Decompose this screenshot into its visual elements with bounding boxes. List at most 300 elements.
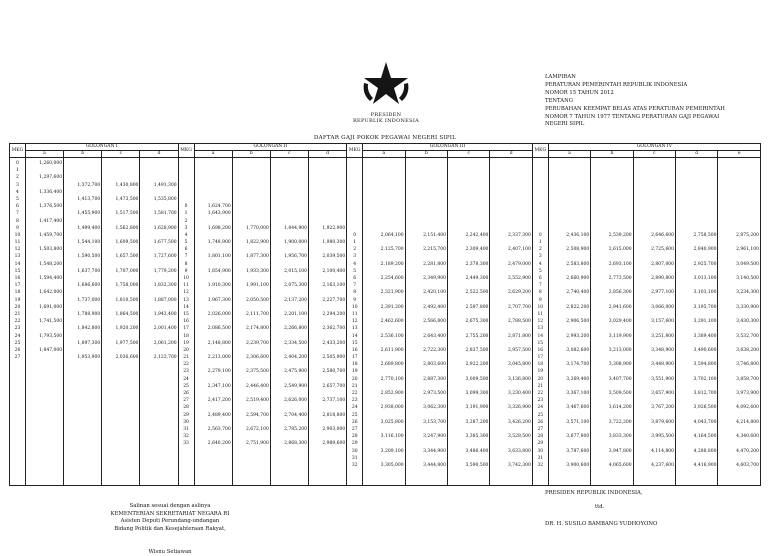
salary-value — [310, 376, 345, 383]
mkg-value: 4 — [538, 261, 542, 267]
salary-value: 1,691,000 — [39, 304, 63, 310]
mkg-value: 3 — [16, 182, 19, 188]
mkg-value: 22 — [537, 391, 544, 396]
salary-value: 2,737,100 — [322, 398, 346, 404]
salary-value — [592, 354, 631, 361]
salary-value — [65, 189, 100, 196]
mkg-value: 13 — [351, 326, 358, 332]
mkg-value — [534, 210, 547, 217]
salary-value — [592, 182, 631, 189]
mkg-value: 10 — [14, 232, 21, 238]
salary-value — [407, 160, 446, 167]
mkg-value: 30 — [351, 448, 358, 454]
salary-value — [310, 167, 345, 174]
salary-value — [491, 268, 530, 275]
salary-value — [550, 182, 589, 189]
salary-value: 1,779,200 — [153, 268, 177, 274]
mkg-column — [347, 158, 363, 486]
salary-value — [234, 419, 269, 426]
salary-value: 3,486,400 — [465, 448, 489, 454]
salary-value — [719, 196, 759, 203]
mkg-value: 16 — [537, 347, 544, 353]
salary-value — [364, 368, 403, 375]
mkg-value: 18 — [537, 362, 544, 368]
column-header: b — [232, 151, 270, 158]
salary-value — [196, 189, 231, 196]
mkg-value: 23 — [537, 398, 544, 404]
mkg-value — [180, 182, 193, 189]
salary-value — [635, 203, 674, 210]
mkg-value: 9 — [184, 268, 188, 274]
salary-value — [310, 218, 345, 225]
salary-value: 2,722,300 — [423, 347, 446, 353]
salary-value — [491, 253, 530, 260]
salary-value — [234, 404, 269, 411]
salary-value — [407, 440, 446, 447]
salary-value: 2,941,600 — [608, 304, 632, 310]
salary-value: 3,029,400 — [608, 319, 632, 325]
salary-value: 2,837,500 — [465, 347, 489, 353]
column-header: c — [102, 151, 140, 158]
salary-value: 2,903,000 — [322, 426, 346, 432]
salary-column — [309, 158, 347, 486]
salary-value: 1,698,200 — [207, 225, 231, 231]
salary-value: 3,099,300 — [465, 391, 489, 396]
mkg-value — [180, 160, 193, 167]
salary-value — [407, 383, 446, 390]
salary-value: 2,646,600 — [651, 232, 675, 238]
salary-value: 3,330,900 — [736, 304, 759, 310]
president-title: PRESIDEN REPUBLIK INDONESIA, — [545, 490, 643, 496]
salary-value — [491, 189, 530, 196]
salary-value: 2,957,500 — [507, 347, 531, 353]
salary-value: 2,875,200 — [736, 232, 759, 238]
salary-value — [635, 368, 674, 375]
salary-value: 3,367,100 — [566, 391, 590, 396]
president-signature-block — [545, 490, 658, 527]
salary-value: 2,378,300 — [465, 261, 489, 267]
mkg-value — [534, 160, 547, 167]
salary-value — [364, 218, 403, 225]
salary-value — [719, 182, 759, 189]
salary-value — [491, 210, 530, 217]
mkg-value: 31 — [183, 426, 189, 432]
salary-column — [25, 158, 63, 486]
salary-value: 2,868,300 — [284, 441, 308, 447]
emblem-caption-president: PRESIDEN — [370, 112, 402, 118]
salary-value: 2,391,200 — [380, 304, 404, 310]
salary-value: 3,009,500 — [465, 376, 489, 382]
salary-value — [310, 210, 345, 217]
mkg-value: 16 — [351, 347, 358, 353]
mkg-value: 25 — [14, 340, 21, 346]
salary-value — [592, 311, 631, 318]
salary-value — [65, 289, 100, 296]
mkg-value: 26 — [537, 419, 544, 425]
mkg-value: 4 — [16, 189, 19, 195]
certified-line: Bidang Politik dan Kesejahteraan Rakyat, — [114, 525, 226, 532]
salary-value — [635, 167, 674, 174]
salary-value — [364, 225, 403, 232]
salary-value: 3,191,900 — [465, 405, 489, 411]
salary-value: 2,519,400 — [245, 398, 269, 404]
salary-value — [635, 196, 674, 203]
mkg-value: 13 — [14, 254, 21, 260]
salary-value — [196, 361, 231, 368]
salary-value: 2,404,200 — [284, 355, 308, 361]
salary-value — [196, 390, 231, 397]
salary-value: 2,922,200 — [465, 362, 489, 368]
mkg-value: 21 — [351, 383, 358, 389]
salary-value — [141, 174, 176, 181]
salary-value: 1,686,600 — [77, 283, 101, 289]
salary-value — [677, 189, 716, 196]
salary-value — [407, 210, 446, 217]
mkg-value: 32 — [537, 462, 544, 468]
salary-value — [491, 397, 530, 404]
mkg-value — [348, 182, 361, 189]
salary-value — [272, 289, 307, 296]
salary-value: 4,603,700 — [736, 462, 759, 468]
salary-value: 2,707,700 — [507, 304, 531, 310]
salary-value: 3,638,200 — [736, 347, 759, 353]
salary-value — [27, 196, 62, 203]
salary-value — [677, 311, 716, 318]
salary-value — [550, 397, 589, 404]
salary-value — [719, 225, 759, 232]
salary-value: 2,594,700 — [245, 412, 269, 418]
salary-value — [272, 261, 307, 268]
salary-value — [272, 275, 307, 282]
salary-value — [592, 368, 631, 375]
mkg-header: MKG — [10, 144, 26, 158]
mkg-value: 7 — [353, 283, 357, 289]
mkg-value: 3 — [353, 254, 357, 260]
salary-value — [592, 174, 631, 181]
salary-column — [448, 158, 490, 486]
mkg-value: 8 — [353, 290, 357, 296]
salary-value — [719, 383, 759, 390]
mkg-value: 0 — [538, 232, 542, 238]
mkg-value: 4 — [353, 261, 357, 267]
salary-value — [103, 289, 138, 296]
salary-value — [27, 340, 62, 347]
salary-value — [491, 354, 530, 361]
salary-value — [272, 390, 307, 397]
salary-value — [141, 232, 176, 239]
salary-value — [491, 218, 530, 225]
salary-value: 2,803,600 — [423, 362, 446, 368]
salary-value — [103, 347, 138, 354]
salary-value — [592, 455, 631, 462]
salary-value — [592, 189, 631, 196]
column-header: e — [718, 151, 761, 158]
salary-value: 1,844,900 — [284, 225, 308, 231]
salary-value: 3,025,800 — [380, 419, 404, 425]
salary-value: 2,552,900 — [507, 276, 531, 281]
salary-value: 3,614,200 — [608, 405, 632, 411]
salary-value — [407, 311, 446, 318]
salary-value: 2,822,200 — [566, 304, 590, 310]
salary-value — [449, 174, 488, 181]
salary-value: 3,234,300 — [736, 290, 759, 296]
salary-value — [677, 174, 716, 181]
mkg-value: 31 — [351, 455, 358, 461]
salary-value — [449, 218, 488, 225]
salary-value: 2,887,300 — [423, 376, 446, 382]
salary-value — [550, 253, 589, 260]
salary-value — [196, 433, 231, 440]
salary-value — [364, 297, 403, 304]
mkg-value: 10 — [351, 304, 358, 310]
salary-value — [407, 455, 446, 462]
salary-value — [272, 333, 307, 340]
mkg-value: 27 — [537, 426, 544, 432]
salary-value — [719, 253, 759, 260]
salary-value — [677, 282, 716, 289]
salary-value — [27, 225, 62, 232]
salary-value: 2,611,900 — [380, 347, 404, 353]
salary-value: 3,013,100 — [693, 276, 717, 281]
mkg-value: 19 — [183, 340, 189, 346]
salary-value — [65, 333, 100, 340]
salary-value — [364, 397, 403, 404]
salary-value — [27, 239, 62, 246]
salary-value — [310, 246, 345, 253]
salary-value — [196, 347, 231, 354]
salary-value — [491, 325, 530, 332]
salary-column — [64, 158, 102, 486]
salary-value — [635, 412, 674, 419]
salary-value — [234, 361, 269, 368]
mkg-value: 27 — [351, 426, 358, 432]
salary-table — [9, 143, 761, 486]
salary-value — [407, 218, 446, 225]
mkg-value — [180, 174, 193, 181]
salary-value: 2,740,400 — [566, 290, 590, 296]
signed-mark: ttd. — [595, 504, 605, 510]
mkg-column — [10, 158, 26, 486]
salary-value — [677, 210, 716, 217]
salary-value — [592, 325, 631, 332]
salary-value — [141, 189, 176, 196]
salary-value: 1,372,700 — [77, 182, 101, 188]
salary-value — [677, 368, 716, 375]
mkg-value: 16 — [183, 319, 189, 325]
salary-value: 2,281,800 — [423, 261, 446, 267]
salary-value — [635, 268, 674, 275]
salary-value: 1,900,000 — [284, 240, 308, 246]
salary-value: 2,061,200 — [153, 340, 177, 346]
salary-value: 1,977,500 — [115, 340, 139, 346]
salary-value — [27, 268, 62, 275]
salary-value — [677, 203, 716, 210]
salary-value: 1,590,500 — [77, 254, 101, 260]
salary-value — [407, 196, 446, 203]
salary-value — [449, 412, 488, 419]
salary-value — [272, 210, 307, 217]
salary-value — [550, 311, 589, 318]
salary-value: 4,416,900 — [693, 462, 717, 468]
salary-value — [272, 419, 307, 426]
salary-value: 2,242,400 — [465, 232, 489, 238]
salary-value: 2,536,100 — [380, 333, 404, 339]
salary-value — [677, 239, 716, 246]
salary-value: 3,174,700 — [566, 362, 590, 368]
salary-value: 3,348,900 — [651, 347, 675, 353]
mkg-header: MKG — [532, 144, 548, 158]
salary-value — [592, 412, 631, 419]
salary-column — [405, 158, 447, 486]
salary-value — [719, 210, 759, 217]
table-body-row — [10, 158, 761, 486]
salary-value: 1,980,300 — [322, 240, 346, 246]
salary-value — [141, 347, 176, 354]
salary-value — [719, 440, 759, 447]
salary-value: 2,818,800 — [322, 412, 346, 418]
salary-value: 1,417,400 — [39, 218, 63, 224]
salary-value: 3,812,700 — [693, 391, 717, 396]
salary-value — [103, 189, 138, 196]
mkg-value: 22 — [14, 319, 21, 325]
salary-value — [234, 376, 269, 383]
mkg-value: 21 — [537, 383, 544, 389]
mkg-value: 14 — [537, 333, 544, 339]
salary-value — [65, 232, 100, 239]
salary-value: 3,066,000 — [651, 304, 675, 310]
salary-value — [364, 253, 403, 260]
salary-value: 3,251,800 — [651, 333, 675, 339]
salary-value: 1,842,800 — [77, 326, 101, 332]
salary-value — [719, 426, 759, 433]
salary-value: 1,562,800 — [115, 225, 139, 231]
lampiran-line: LAMPIRAN — [545, 74, 576, 80]
salary-value — [364, 354, 403, 361]
salary-value — [719, 174, 759, 181]
salary-value: 1,822,900 — [245, 240, 269, 246]
salary-value: 2,362,700 — [322, 326, 346, 332]
mkg-value: 24 — [351, 405, 358, 411]
salary-value — [196, 318, 231, 325]
salary-value: 3,103,100 — [693, 290, 717, 296]
mkg-value: 11 — [14, 240, 21, 246]
salary-value: 2,227,700 — [322, 297, 346, 303]
salary-value — [364, 383, 403, 390]
salary-value: 4,114,800 — [651, 448, 675, 454]
mkg-value: 23 — [14, 326, 21, 332]
salary-value — [449, 297, 488, 304]
column-header: c — [448, 151, 490, 158]
salary-value — [592, 210, 631, 217]
salary-value: 1,727,600 — [153, 254, 177, 260]
salary-value — [272, 160, 307, 167]
lampiran-line: PERATURAN PEMERINTAH REPUBLIK INDONESIA — [545, 81, 688, 88]
salary-value: 2,417,200 — [207, 398, 231, 404]
salary-value: 2,111,700 — [245, 311, 269, 317]
mkg-value: 33 — [183, 441, 189, 447]
salary-value — [407, 268, 446, 275]
salary-value — [407, 253, 446, 260]
mkg-value: 23 — [351, 398, 358, 404]
salary-value — [550, 196, 589, 203]
mkg-value — [348, 174, 361, 181]
mkg-value: 19 — [351, 369, 358, 375]
salary-value: 1,430,800 — [115, 182, 139, 188]
salary-value — [407, 368, 446, 375]
salary-value — [491, 440, 530, 447]
salary-value — [550, 340, 589, 347]
mkg-value: 2 — [184, 218, 188, 224]
salary-value: 2,549,900 — [284, 383, 308, 389]
salary-value: 2,151,400 — [423, 232, 446, 238]
salary-value — [272, 304, 307, 311]
salary-value — [364, 440, 403, 447]
salary-value — [635, 182, 674, 189]
salary-value: 2,321,900 — [380, 290, 404, 296]
salary-value: 2,462,600 — [380, 319, 404, 325]
mkg-value: 1 — [16, 168, 19, 174]
salary-value: 1,297,600 — [39, 175, 63, 181]
salary-value: 1,832,300 — [153, 283, 177, 289]
salary-value — [449, 397, 488, 404]
salary-value: 2,479,000 — [507, 261, 531, 267]
mkg-value — [534, 225, 547, 232]
salary-value — [719, 203, 759, 210]
salary-value — [550, 268, 589, 275]
salary-value: 4,092,600 — [736, 405, 759, 411]
salary-value: 2,075,300 — [284, 283, 308, 289]
salary-value — [103, 218, 138, 225]
mkg-value — [348, 189, 361, 196]
salary-value: 1,956,700 — [284, 254, 308, 260]
salary-value — [719, 189, 759, 196]
salary-value — [196, 275, 231, 282]
salary-value: 3,657,900 — [651, 391, 675, 396]
salary-value — [407, 297, 446, 304]
salary-value — [449, 455, 488, 462]
salary-value — [635, 426, 674, 433]
salary-value: 2,407,100 — [507, 247, 531, 253]
salary-value: 3,571,100 — [566, 419, 590, 425]
salary-value: 2,174,800 — [245, 326, 269, 332]
salary-value — [592, 203, 631, 210]
salary-value — [407, 167, 446, 174]
salary-value: 3,490,600 — [693, 347, 717, 353]
salary-value: 3,722,200 — [608, 419, 632, 425]
salary-value — [449, 160, 488, 167]
mkg-value: 28 — [183, 405, 189, 411]
mkg-value: 9 — [353, 297, 357, 303]
column-header: b — [591, 151, 633, 158]
salary-value — [592, 340, 631, 347]
salary-value — [310, 275, 345, 282]
mkg-value: 6 — [184, 247, 188, 253]
mkg-value: 27 — [183, 398, 189, 404]
mkg-value: 17 — [183, 326, 189, 332]
salary-value: 3,140,500 — [736, 276, 759, 281]
salary-value: 3,594,800 — [693, 362, 717, 368]
salary-value — [592, 426, 631, 433]
mkg-value — [348, 210, 361, 217]
garuda-emblem-icon — [361, 60, 411, 108]
salary-value: 2,788,500 — [507, 319, 531, 325]
mkg-value: 19 — [537, 369, 544, 375]
salary-value — [234, 174, 269, 181]
salary-value: 3,973,900 — [736, 391, 759, 396]
salary-value — [196, 289, 231, 296]
mkg-value: 2 — [353, 247, 357, 253]
salary-value — [65, 218, 100, 225]
